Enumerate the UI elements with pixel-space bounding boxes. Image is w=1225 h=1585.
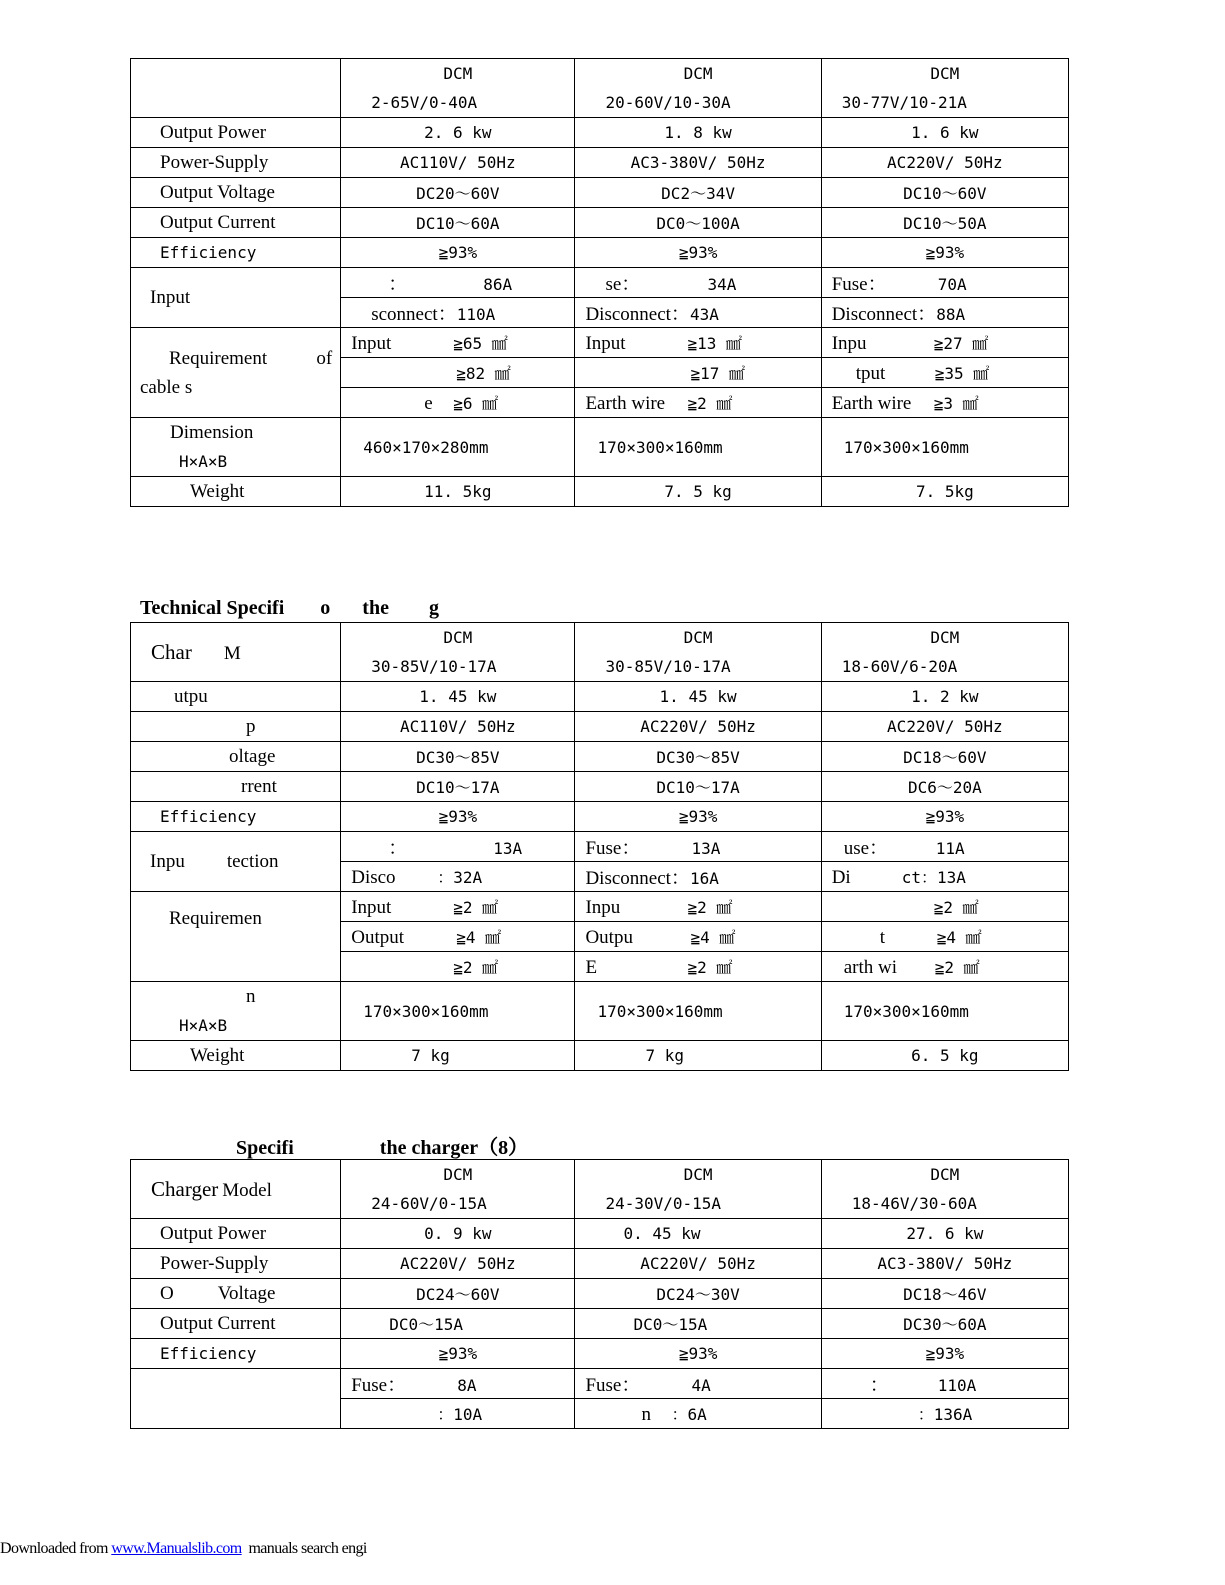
table-cell: AC3-380V/ 50Hz — [821, 1249, 1068, 1279]
weight-label: Weight — [131, 1041, 341, 1071]
row-label: Output Current — [131, 208, 341, 238]
table-cell: 2. 6 kw — [341, 118, 575, 148]
model-cell: DCM 2-65V/0-40A — [341, 59, 575, 118]
table-cell: Disconnect：43A — [575, 298, 821, 328]
table-cell: ： 13A — [341, 832, 575, 862]
row-label: Power-Supply — [131, 148, 341, 178]
table-cell: DC6～20A — [821, 772, 1068, 802]
table-cell: 27. 6 kw — [821, 1219, 1068, 1249]
table-cell: ≧93% — [821, 238, 1068, 268]
table-cell: DC10～50A — [821, 208, 1068, 238]
table-cell: 0. 9 kw — [341, 1219, 575, 1249]
row-label: Output Current — [131, 1309, 341, 1339]
table-cell: ≧2 ㎟ — [821, 892, 1068, 922]
model-cell: DCM 24-30V/0-15A — [575, 1160, 821, 1219]
model-cell: DCM 20-60V/10-30A — [575, 59, 821, 118]
row-label: Efficiency — [131, 802, 341, 832]
table-cell: DC0～15A — [341, 1309, 575, 1339]
row-label: Output Power — [131, 118, 341, 148]
table-cell: Input ≧13 ㎟ — [575, 328, 821, 358]
section-heading: Technical Specifi o the g — [140, 597, 439, 619]
table-cell: DC24～60V — [341, 1279, 575, 1309]
table-cell: DC0～15A — [575, 1309, 821, 1339]
table-cell: DC30～85V — [575, 742, 821, 772]
dimension-label: n H×A×B — [131, 982, 341, 1041]
input-protection-label: Inpu tection — [131, 832, 341, 892]
table-cell: Disco ：32A — [341, 862, 575, 892]
input-protection-label: Input — [131, 268, 341, 328]
table-cell: ≧93% — [821, 802, 1068, 832]
table-cell: AC3-380V/ 50Hz — [575, 148, 821, 178]
table-cell: DC10～17A — [341, 772, 575, 802]
table-cell: ≧93% — [575, 238, 821, 268]
table-cell: DC24～30V — [575, 1279, 821, 1309]
table-cell: n ：6A — [575, 1399, 821, 1429]
table-cell: DC30～60A — [821, 1309, 1068, 1339]
row-label: Efficiency — [131, 1339, 341, 1369]
table-cell: ≧93% — [341, 802, 575, 832]
row-label: utpu — [131, 682, 341, 712]
table-cell: 170×300×160mm — [821, 418, 1068, 477]
table-cell: 1. 2 kw — [821, 682, 1068, 712]
table-cell: se： 34A — [575, 268, 821, 298]
table-cell: 460×170×280mm — [341, 418, 575, 477]
table-cell: ≧93% — [341, 238, 575, 268]
table-cell: Earth wire ≧2 ㎟ — [575, 388, 821, 418]
row-label: rrent — [131, 772, 341, 802]
table-cell: Fuse： 4A — [575, 1369, 821, 1399]
row-label: p — [131, 712, 341, 742]
model-cell: DCM 30-85V/10-17A — [575, 623, 821, 682]
model-cell: DCM 24-60V/0-15A — [341, 1160, 575, 1219]
table-cell: Disconnect：88A — [821, 298, 1068, 328]
spec-table-1 — [130, 58, 1069, 507]
table-cell: 6. 5 kg — [821, 1041, 1068, 1071]
table-cell: 170×300×160mm — [575, 982, 821, 1041]
table-cell: 0. 45 kw — [575, 1219, 821, 1249]
table-cell: 7 kg — [575, 1041, 821, 1071]
table-cell: Inpu ≧2 ㎟ — [575, 892, 821, 922]
table-cell: 1. 6 kw — [821, 118, 1068, 148]
table-cell: 7. 5kg — [821, 477, 1068, 507]
table-cell: AC220V/ 50Hz — [575, 712, 821, 742]
spec-table-3 — [130, 1159, 1069, 1429]
table-cell: ≧93% — [821, 1339, 1068, 1369]
row-label: Efficiency — [131, 238, 341, 268]
table-cell: tput ≧35 ㎟ — [821, 358, 1068, 388]
table-cell: AC110V/ 50Hz — [341, 712, 575, 742]
cable-requirement-label: Requirement of cable s — [131, 328, 341, 418]
table-cell: ≧93% — [341, 1339, 575, 1369]
table-cell: ：10A — [341, 1399, 575, 1429]
model-cell: DCM 18-46V/30-60A — [821, 1160, 1068, 1219]
table-cell: AC220V/ 50Hz — [821, 712, 1068, 742]
table-cell: ≧82 ㎟ — [341, 358, 575, 388]
table-cell: 1. 45 kw — [575, 682, 821, 712]
spec-table-2 — [130, 622, 1069, 1071]
table-cell: DC10～60A — [341, 208, 575, 238]
row-label: Output Power — [131, 1219, 341, 1249]
table-cell: Output ≧4 ㎟ — [341, 922, 575, 952]
table-cell: 1. 45 kw — [341, 682, 575, 712]
table-cell: E ≧2 ㎟ — [575, 952, 821, 982]
table-cell: DC10～17A — [575, 772, 821, 802]
table-cell: t ≧4 ㎟ — [821, 922, 1068, 952]
table-cell: ： 86A — [341, 268, 575, 298]
table-cell: ≧93% — [575, 802, 821, 832]
row-label: Output Voltage — [131, 178, 341, 208]
input-protection-label — [131, 1369, 341, 1429]
table-cell: AC220V/ 50Hz — [575, 1249, 821, 1279]
table-cell: ≧17 ㎟ — [575, 358, 821, 388]
weight-label: Weight — [131, 477, 341, 507]
table-cell: Outpu ≧4 ㎟ — [575, 922, 821, 952]
model-cell: DCM 30-85V/10-17A — [341, 623, 575, 682]
table-cell: 170×300×160mm — [821, 982, 1068, 1041]
table-cell: Input ≧65 ㎟ — [341, 328, 575, 358]
table-cell: Inpu ≧27 ㎟ — [821, 328, 1068, 358]
table-cell: ： 110A — [821, 1369, 1068, 1399]
table-cell: Di ct：13A — [821, 862, 1068, 892]
table-cell: AC110V/ 50Hz — [341, 148, 575, 178]
table-cell: Input ≧2 ㎟ — [341, 892, 575, 922]
table-cell: DC18～60V — [821, 742, 1068, 772]
table-cell: Fuse： 8A — [341, 1369, 575, 1399]
model-label-cell: Charger Model — [131, 1160, 341, 1219]
table-cell: ≧2 ㎟ — [341, 952, 575, 982]
table-cell: AC220V/ 50Hz — [821, 148, 1068, 178]
table-cell: DC18～46V — [821, 1279, 1068, 1309]
table-cell: ≧93% — [575, 1339, 821, 1369]
table-cell: 170×300×160mm — [575, 418, 821, 477]
table-cell: DC0～100A — [575, 208, 821, 238]
table-cell: 7. 5 kg — [575, 477, 821, 507]
table-cell: DC30～85V — [341, 742, 575, 772]
table-cell: sconnect：110A — [341, 298, 575, 328]
table-cell: AC220V/ 50Hz — [341, 1249, 575, 1279]
table-cell: DC10～60V — [821, 178, 1068, 208]
model-cell: DCM 30-77V/10-21A — [821, 59, 1068, 118]
cable-requirement-label: Requiremen — [131, 892, 341, 982]
model-label-cell — [131, 59, 341, 118]
table-cell: Fuse： 70A — [821, 268, 1068, 298]
manualslib-link[interactable]: www.Manualslib.com — [111, 1540, 242, 1557]
table-cell: DC2～34V — [575, 178, 821, 208]
table-cell: Fuse： 13A — [575, 832, 821, 862]
table-cell: 7 kg — [341, 1041, 575, 1071]
table-cell: e ≧6 ㎟ — [341, 388, 575, 418]
table-cell: arth wi ≧2 ㎟ — [821, 952, 1068, 982]
table-cell: 11. 5kg — [341, 477, 575, 507]
table-cell: Earth wire ≧3 ㎟ — [821, 388, 1068, 418]
table-cell: 170×300×160mm — [341, 982, 575, 1041]
table-cell: 1. 8 kw — [575, 118, 821, 148]
model-cell: DCM 18-60V/6-20A — [821, 623, 1068, 682]
row-label: O Voltage — [131, 1279, 341, 1309]
table-cell: use： 11A — [821, 832, 1068, 862]
dimension-label: Dimension H×A×B — [131, 418, 341, 477]
table-cell: Disconnect：16A — [575, 862, 821, 892]
section-heading: Specifi the charger（8） — [236, 1137, 529, 1159]
model-label-cell: Char M — [131, 623, 341, 682]
row-label: oltage — [131, 742, 341, 772]
download-footer: Downloaded from www.Manualslib.com manuals search engi — [0, 1540, 367, 1557]
table-cell: DC20～60V — [341, 178, 575, 208]
row-label: Power-Supply — [131, 1249, 341, 1279]
table-cell: ：136A — [821, 1399, 1068, 1429]
